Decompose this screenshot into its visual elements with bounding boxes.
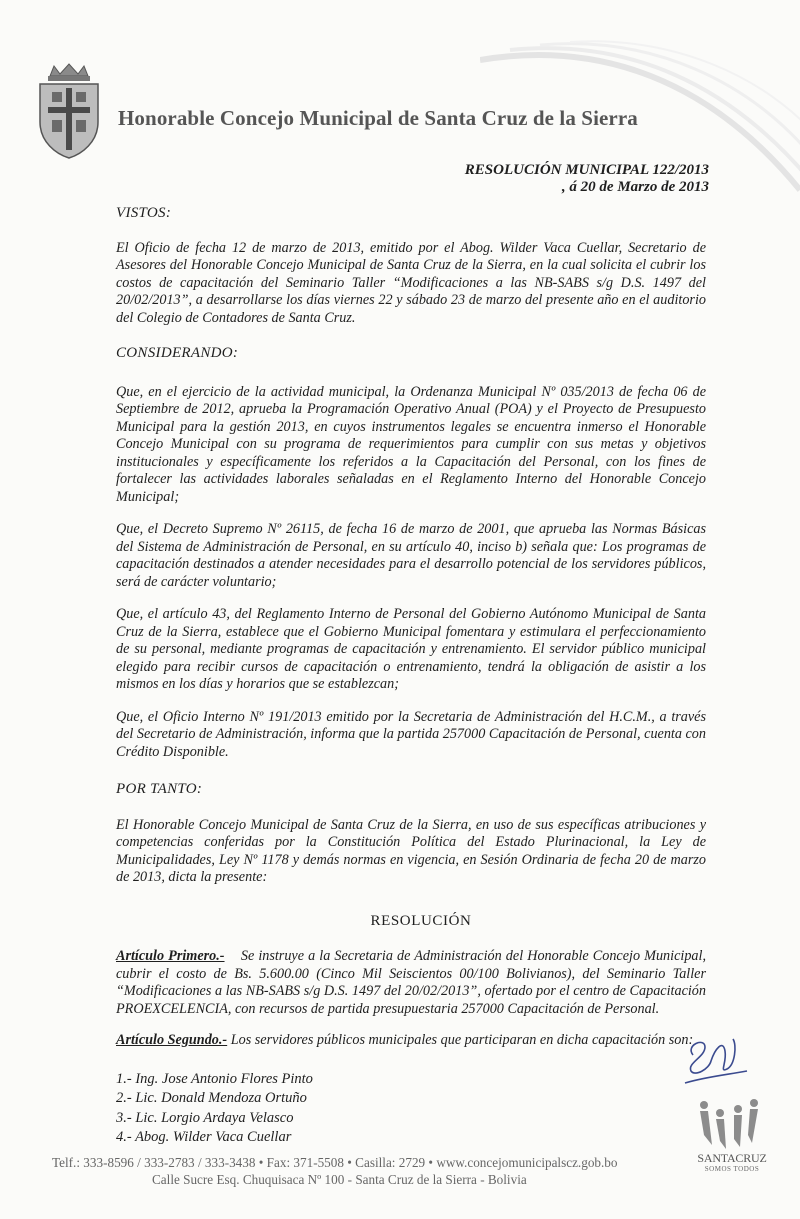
article-2 (116, 1032, 706, 1050)
vistos-paragraph: El Oficio de fecha 12 de marzo de 2013, emitido por el Abog. Wilder Vaca Cuellar, Secretario de Asesores del Honorable Concejo Municipal de Santa Cruz de la Sierra, en la cual solicita el cubrir los costos de capacitación del Seminario Taller “Modificaciones a las NB-SABS s/g D.S. 1497 del 20/02/2013”, a desarrollarse los días viernes 22 y sábado 23 de marzo del presente año en el auditorio del Colegio de Contadores de Santa Cruz. (116, 239, 706, 326)
considerando-paragraph-2: Que, el Decreto Supremo Nº 26115, de fecha 16 de marzo de 2001, que aprueba las Normas Básicas del Sistema de Administración de Personal, en su artículo 40, inciso b) señala que: Los programas de capacitación destinados a atender necesidades para el desarrollo potencial de los servidores públicos, será de carácter voluntario; (116, 521, 706, 590)
footer-address: Calle Sucre Esq. Chuquisaca Nº 100 - Santa Cruz de la Sierra - Bolivia (152, 1172, 527, 1187)
document-body (116, 205, 706, 1148)
considerando-heading: CONSIDERANDO: (116, 345, 239, 361)
vistos-heading: VISTOS: (116, 205, 172, 221)
participant-item: 2.- Lic. Donald Mendoza Ortuño (116, 1090, 307, 1106)
participants-list (116, 1070, 706, 1148)
por-tanto-heading: POR TANTO: (116, 781, 203, 797)
logo-subtext: SOMOS TODOS (704, 1165, 760, 1173)
participant-item: 4.- Abog. Wilder Vaca Cuellar (116, 1129, 292, 1145)
article-2-text: Los servidores públicos municipales que participaran en dicha capacitación son: (230, 1032, 694, 1048)
organization-name: Honorable Concejo Municipal de Santa Cruz de la Sierra (118, 106, 638, 130)
por-tanto-paragraph: El Honorable Concejo Municipal de Santa Cruz de la Sierra, en uso de sus específicas atribuciones y competencias conferidas por la Constitución Política del Estado Plurinacional, la Ley de Municipalidades, Ley Nº 1178 y demás normas en vigencia, en Sesión Ordinaria de fecha 20 de marzo de 2013, dicta la presente: (116, 816, 706, 885)
coat-of-arms-icon (36, 62, 102, 160)
article-2-label: Artículo Segundo.- (116, 1032, 228, 1048)
signature-icon (675, 1025, 755, 1095)
participant-item: 1.- Ing. Jose Antonio Flores Pinto (116, 1070, 313, 1087)
article-1 (116, 948, 706, 1018)
considerando-paragraph-1: Que, en el ejercicio de la actividad municipal, la Ordenanza Municipal Nº 035/2013 de fecha 06 de Septiembre de 2012, aprueba la Programación Operativo Anual (POA) y el Proyecto de Presupuesto Municipal para la gestión 2013, en cuyos instrumentos legales se encuentra inmerso el Honorable Concejo Municipal con su programa de requerimientos para cumplir con sus metas y objetivos institucionales y específicamente los referidos a la Capacitación del Personal, con los fines de fortalecer las actividades laborales señaladas en el Reglamento Interno del Honorable Concejo Municipal; (116, 383, 706, 505)
resolution-number: RESOLUCIÓN MUNICIPAL 122/2013 (464, 162, 709, 178)
article-1-label: Artículo Primero.- (116, 948, 225, 964)
logo-text: SANTACRUZ (697, 1151, 767, 1165)
resolution-date: , á 20 de Marzo de 2013 (561, 179, 709, 195)
article-1-text: Se instruye a la Secretaria de Administración del Honorable Concejo Municipal, cubrir el costo de Bs. 5.600.00 (Cinco Mil Seiscientos 00/100 Bolivianos), del Seminario Taller “Modificaciones a las NB-SABS s/g D.S. 1497 del 20/02/2013”, ofertado por el centro de Capacitación PROEXCELENCIA, con recursos de partida presupuestaria 257000 Capacitación de Personal. (116, 948, 706, 1017)
considerando-paragraph-3: Que, el artículo 43, del Reglamento Interno de Personal del Gobierno Autónomo Municipal de Santa Cruz de la Sierra, establece que el Gobierno Municipal fomentara y estimulara el perfeccionamiento de su personal, mediante programas de capacitación y entrenamiento. El servidor público municipal elegido para recibir cursos de capacitación o entrenamiento, tendrá la obligación de asistir a los mismos en los días y horarios que se establezcan; (116, 606, 706, 692)
footer-contact: Telf.: 333-8596 / 333-2783 / 333-3438 • Fax: 371-5508 • Casilla: 2729 • www.concejomunicipalscz.gob.bo (52, 1155, 618, 1170)
participant-item: 3.- Lic. Lorgio Ardaya Velasco (116, 1109, 294, 1126)
considerando-paragraph-4: Que, el Oficio Interno Nº 191/2013 emitido por la Secretaria de Administración del H.C.M., a través del Secretario de Administración, informa que la partida 257000 Capacitación de Personal, cuenta con Crédito Disponible. (116, 708, 706, 760)
resolution-title: RESOLUCIÓN (370, 912, 472, 929)
